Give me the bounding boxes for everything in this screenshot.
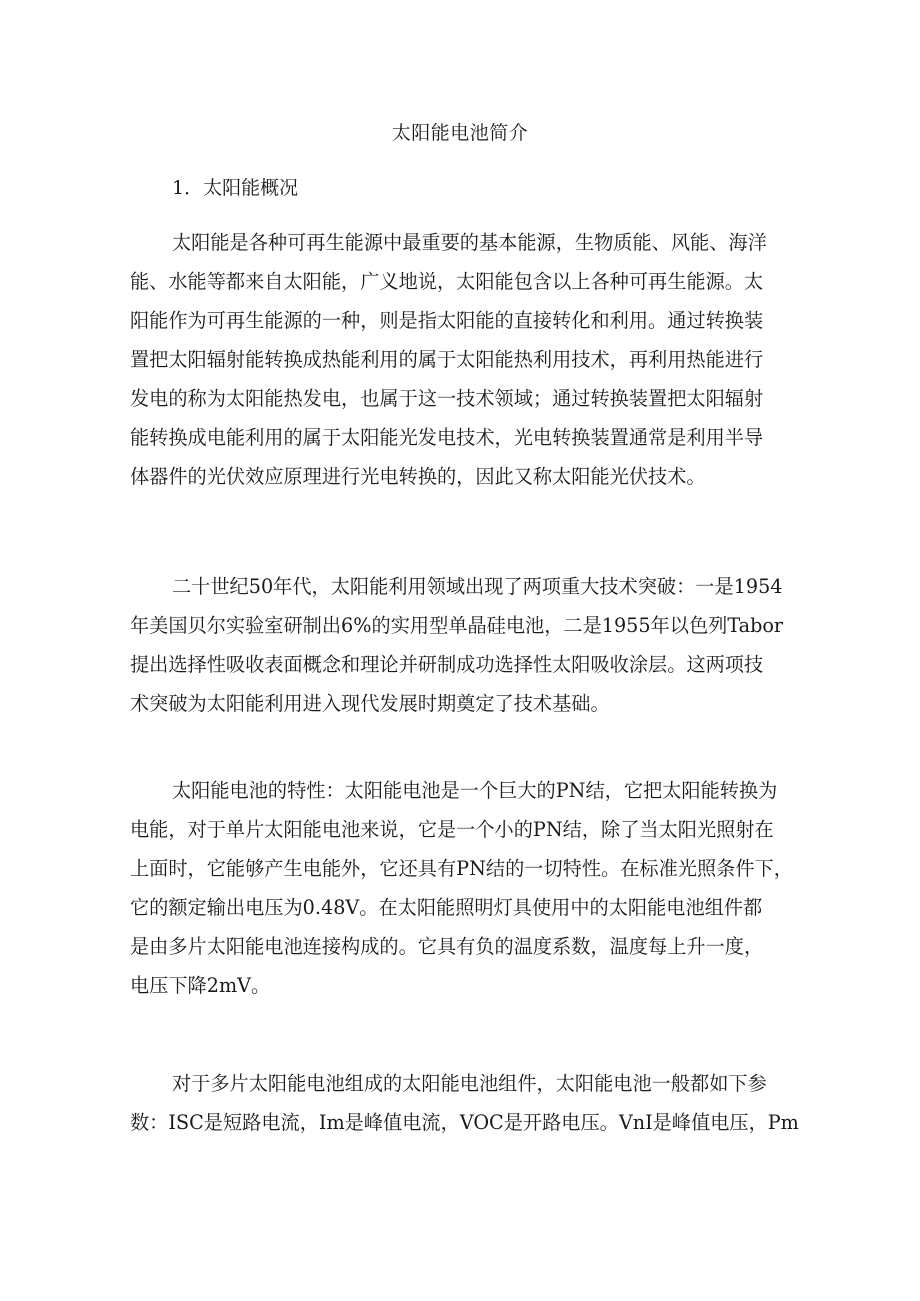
paragraph-4 <box>130 1064 802 1142</box>
paragraph-line: 术突破为太阳能利用进入现代发展时期奠定了技术基础。 <box>130 692 610 715</box>
paragraph-line: 电能，对于单片太阳能电池来说，它是一个小的PN结，除了当太阳光照射在 <box>130 818 774 841</box>
section-heading: 1．太阳能概况 <box>172 177 299 199</box>
paragraph-line: 电压下降2mV。 <box>130 974 271 997</box>
paragraph-line: 上面时，它能够产生电能外，它还具有PN结的一切特性。在标准光照条件下， <box>130 857 793 880</box>
paragraph-line: 它的额定输出电压为0.48V。在太阳能照明灯具使用中的太阳能电池组件都 <box>130 896 763 919</box>
paragraph-line: 是由多片太阳能电池连接构成的。它具有负的温度系数，温度每上升一度， <box>130 935 764 958</box>
paragraph-line: 数：ISC是短路电流，Im是峰值电流，VOC是开路电压。VnI是峰值电压，Pm <box>130 1111 799 1134</box>
paragraph-line: 能转换成电能利用的属于太阳能光发电技术，光电转换装置通常是利用半导 <box>130 426 764 449</box>
paragraph-line: 对于多片太阳能电池组成的太阳能电池组件，太阳能电池一般都如下参 <box>172 1072 767 1095</box>
paragraph-line: 年美国贝尔实验室研制出6%的实用型单晶硅电池，二是1955年以色列Tabor <box>130 614 784 637</box>
paragraph-line: 太阳能是各种可再生能源中最重要的基本能源，生物质能、风能、海洋 <box>172 231 767 254</box>
paragraph-line: 提出选择性吸收表面概念和理论并研制成功选择性太阳吸收涂层。这两项技 <box>130 653 764 676</box>
paragraph-line: 体器件的光伏效应原理进行光电转换的，因此又称太阳能光伏技术。 <box>130 465 706 488</box>
paragraph-1 <box>130 223 802 496</box>
paragraph-2 <box>130 567 802 723</box>
paragraph-line: 二十世纪50年代，太阳能利用领域出现了两项重大技术突破：一是1954 <box>172 575 783 598</box>
paragraph-line: 能、水能等都来自太阳能，广义地说，太阳能包含以上各种可再生能源。太 <box>130 270 764 293</box>
paragraph-line: 阳能作为可再生能源的一种，则是指太阳能的直接转化和利用。通过转换装 <box>130 309 764 332</box>
document-title: 太阳能电池简介 <box>391 122 529 144</box>
paragraph-line: 太阳能电池的特性：太阳能电池是一个巨大的PN结，它把太阳能转换为 <box>172 779 778 802</box>
paragraph-line: 置把太阳辐射能转换成热能利用的属于太阳能热利用技术，再利用热能进行 <box>130 348 764 371</box>
paragraph-3 <box>130 771 802 1005</box>
paragraph-line: 发电的称为太阳能热发电，也属于这一技术领域；通过转换装置把太阳辐射 <box>130 387 764 410</box>
